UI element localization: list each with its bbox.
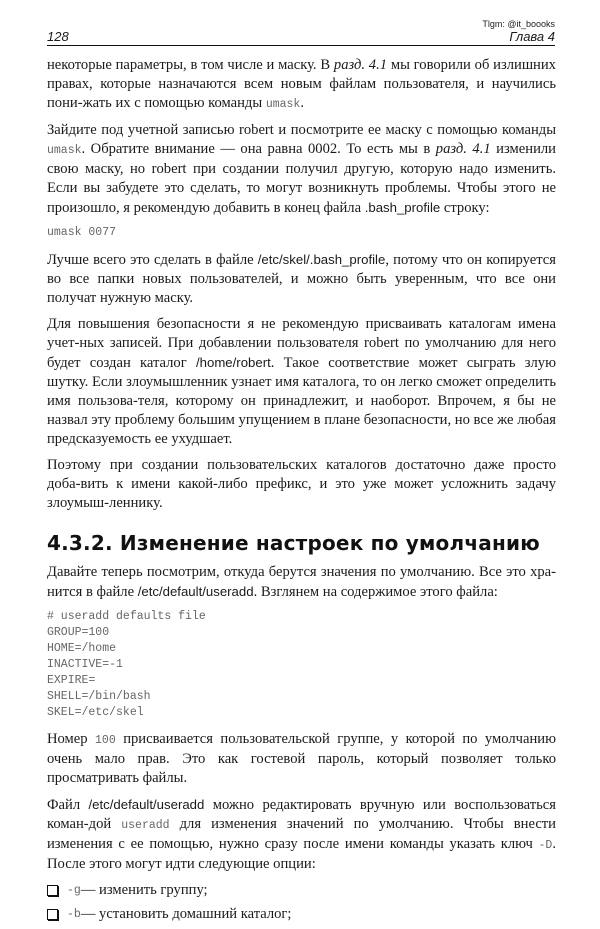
code-block: # useradd defaults file GROUP=100 HOME=/home INACTIVE=-1 EXPIRE= SHELL=/bin/bash SKEL=/etc/skel [47, 610, 206, 719]
text: Зайдите под учетной записью robert и посмотрите ее маску с помощью команды [47, 122, 556, 138]
option-description: — установить домашний каталог; [80, 906, 292, 922]
paragraph [47, 563, 556, 602]
text: Для повышения безопасности я не рекомендую присваивать каталогам имена учет-ных записей. При добавлении пользователя robert по умолчанию для него будет создан каталог [47, 316, 556, 371]
watermark: Tlgm: @it_boooks [482, 19, 555, 29]
text: Файл [47, 797, 89, 813]
chapter-title: Глава 4 [509, 29, 555, 44]
filename: /etc/skel/.bash_profile [257, 252, 386, 267]
filename: /etc/default/useradd [137, 584, 254, 599]
list-item [47, 905, 556, 924]
text: мы говорили об излишних правах, которые назначаются всем новым файлам пользователя, и научились пони-жать их с помощью команды [47, 57, 556, 111]
text: . [300, 95, 304, 111]
text: . Такое соответствие может сыграть злую шутку. Если злоумышленник узнает имя каталога, то он легко сможет определить имя пользова-теля, которому он принадлежит, и наоборот. Впрочем, я бы не назвал эту проблему большим упущением в плане безопасности, но все же любая предсказуемость ее ухудшает. [47, 355, 556, 447]
checkbox-bullet-icon [47, 909, 58, 920]
running-header [47, 29, 555, 46]
paragraph [47, 250, 556, 308]
paragraph: Поэтому при создании пользовательских каталогов достаточно даже просто доба-вить к имени какой-либо префикс, и это уже может усложнить задачу злоумыш-леннику. [47, 457, 556, 511]
text: изменили свою маску, но robert при создании получил другую, которую надо изменить. Если вы забудете это сделать, то могут возникнуть проблемы. Чтобы этого не произошло, я рекомендую добавить в конец файла [47, 141, 556, 216]
paragraph [47, 121, 556, 218]
text: . После этого могут идти следующие опции: [47, 836, 556, 872]
inline-code: useradd [121, 819, 170, 832]
page-body [47, 56, 556, 929]
filename: /etc/default/useradd [88, 797, 205, 812]
text: строку: [440, 200, 490, 216]
text: Лучше всего это сделать в файле [47, 252, 258, 268]
text: , потому что он копируется во все папки новых пользователей, и можно быть уверенным, что все они получат нужную маску. [47, 252, 556, 306]
option-flag: -g [67, 884, 81, 897]
paragraph [47, 315, 556, 449]
paragraph [47, 795, 556, 874]
code-block: umask 0077 [47, 226, 117, 239]
page-number: 128 [47, 29, 69, 44]
option-description: — изменить группу; [80, 882, 208, 898]
inline-code: 100 [95, 734, 116, 747]
paragraph [47, 730, 556, 788]
text: Номер [47, 731, 96, 747]
option-flag: -b [67, 908, 81, 921]
text: Давайте теперь посмотрим, откуда берутся значения по умолчанию. Все это хра-нится в файле [47, 564, 556, 600]
section-ref: разд. 4.1 [435, 141, 491, 157]
filename: /home/robert [195, 355, 271, 370]
list-item [47, 881, 556, 900]
section-heading: 4.3.2. Изменение настроек по умолчанию [47, 531, 540, 555]
inline-code: umask [265, 98, 301, 111]
text: . Обратите внимание — она равна 0002. То есть мы в [81, 141, 436, 157]
text: . Взглянем на содержимое этого файла: [253, 584, 498, 600]
checkbox-bullet-icon [47, 885, 58, 896]
text: для изменения значений по умолчанию. Чтобы внести изменения с ее помощью, нужно сразу после имени команды указать ключ [47, 816, 556, 852]
text: присваивается пользовательской группе, у которой по умолчанию очень мало прав. Это как гостевой пароль, который позволяет только просматривать файлы. [47, 731, 556, 786]
inline-code: -D [538, 839, 553, 852]
filename: .bash_profile [364, 200, 441, 215]
paragraph [47, 56, 556, 114]
inline-code: umask [47, 144, 82, 157]
text: некоторые параметры, в том числе и маску. В [47, 57, 334, 73]
section-ref: разд. 4.1 [333, 57, 388, 73]
text: можно редактировать вручную или воспользоваться коман-дой [47, 797, 556, 832]
